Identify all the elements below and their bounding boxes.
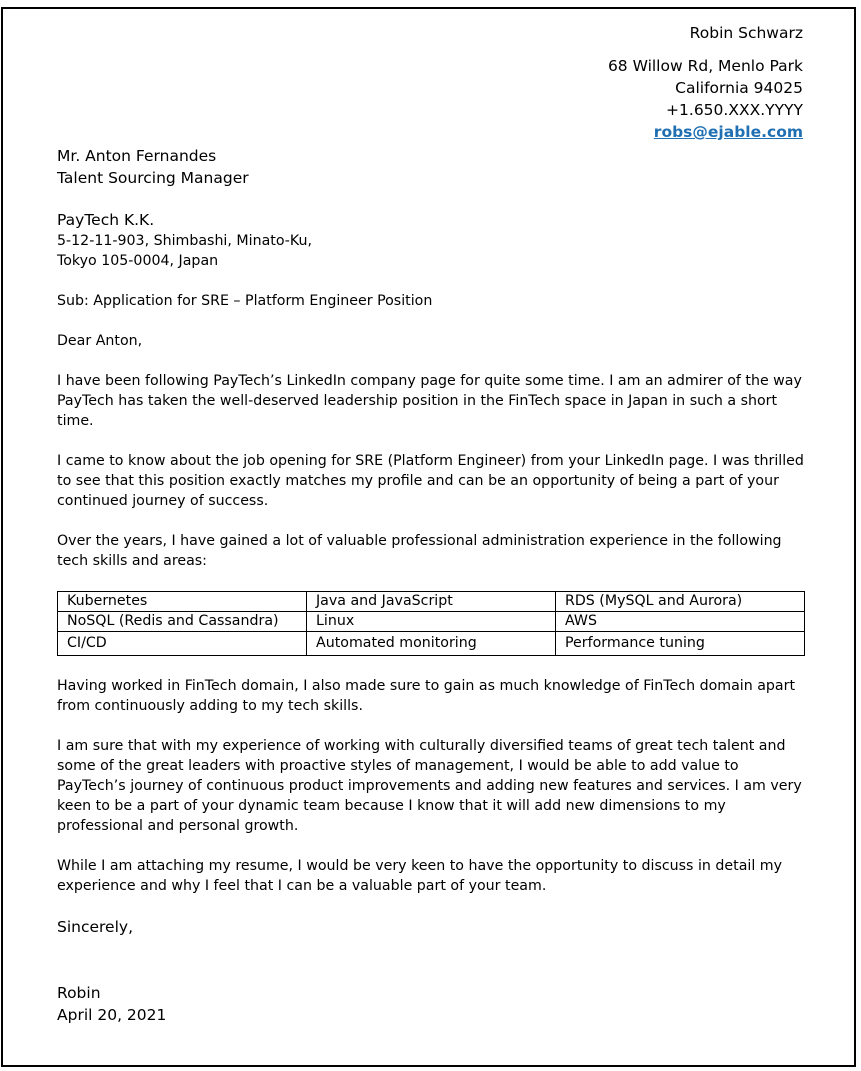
sender-email-link[interactable]: robs@ejable.com	[653, 123, 803, 141]
paragraph-2: I came to know about the job opening for SRE (Platform Engineer) from your LinkedIn page. I was thrilled to see that this position exactly matches my profile and can be an opportunity of being a part of your continued journey of success.	[57, 453, 804, 509]
salutation: Dear Anton,	[57, 333, 143, 349]
sender-address-line2: California 94025	[675, 79, 803, 97]
table-cell: Linux	[307, 612, 556, 632]
table-cell: AWS	[556, 612, 805, 632]
signature-name: Robin	[57, 984, 101, 1002]
letter-page	[1, 7, 856, 1067]
table-cell: CI/CD	[58, 632, 307, 656]
table-row	[58, 612, 805, 632]
table-cell: NoSQL (Redis and Cassandra)	[58, 612, 307, 632]
subject-line: Sub: Application for SRE – Platform Engineer Position	[57, 293, 433, 309]
recipient-title: Talent Sourcing Manager	[57, 169, 249, 187]
sender-phone: +1.650.XXX.YYYY	[666, 101, 803, 119]
letter-date: April 20, 2021	[57, 1006, 167, 1024]
table-row	[58, 632, 805, 656]
signoff: Sincerely,	[57, 918, 134, 936]
sender-block	[608, 22, 803, 143]
paragraph-4: Having worked in FinTech domain, I also made sure to gain as much knowledge of FinTech domain apart from continuously adding to my tech skills.	[57, 678, 796, 714]
paragraph-1: I have been following PayTech’s LinkedIn company page for quite some time. I am an admirer of the way PayTech has taken the well-deserved leadership position in the FinTech space in Japan in such a short time.	[57, 373, 802, 429]
paragraph-3: Over the years, I have gained a lot of valuable professional administration experience in the following tech skills and areas:	[57, 533, 782, 569]
table-cell: Automated monitoring	[307, 632, 556, 656]
table-cell: RDS (MySQL and Aurora)	[556, 592, 805, 612]
table-cell: Kubernetes	[58, 592, 307, 612]
recipient-address-line1: 5-12-11-903, Shimbashi, Minato-Ku,	[57, 233, 312, 249]
table-row	[58, 592, 805, 612]
sender-name: Robin Schwarz	[689, 24, 803, 42]
skills-table	[57, 591, 805, 656]
paragraph-5: I am sure that with my experience of working with culturally diversified teams of great tech talent and some of the great leaders with proactive styles of management, I would be able to add value to PayTech’s journey of continuous product improvements and adding new features and services. I am very keen to be a part of your dynamic team because I know that it will add new dimensions to my professional and personal growth.	[57, 738, 802, 834]
table-cell: Java and JavaScript	[307, 592, 556, 612]
recipient-company: PayTech K.K.	[57, 211, 155, 229]
paragraph-6: While I am attaching my resume, I would be very keen to have the opportunity to discuss in detail my experience and why I feel that I can be a valuable part of your team.	[57, 858, 782, 894]
table-cell: Performance tuning	[556, 632, 805, 656]
letter-body	[57, 145, 805, 1026]
recipient-address-line2: Tokyo 105-0004, Japan	[57, 253, 219, 269]
sender-address-line1: 68 Willow Rd, Menlo Park	[607, 57, 803, 75]
recipient-name: Mr. Anton Fernandes	[57, 147, 217, 165]
